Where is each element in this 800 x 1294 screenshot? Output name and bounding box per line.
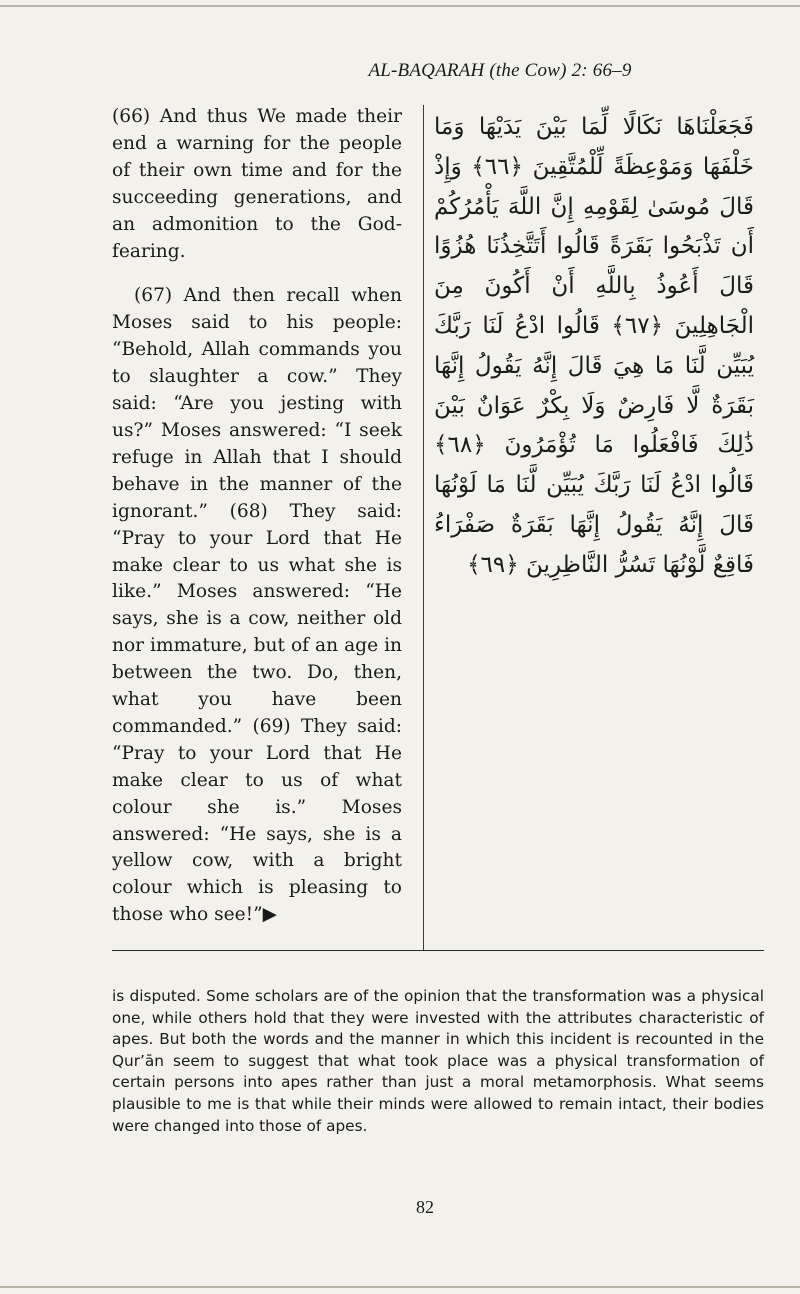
verse-67-69-paragraph bbox=[112, 283, 402, 929]
verse-66-text: (66) And thus We made their end a warning for the people of their own time and for the succeeding generations, and an admonition to the God-fearing. bbox=[112, 106, 402, 262]
arabic-column bbox=[434, 108, 754, 586]
translation-column bbox=[112, 104, 402, 929]
page-number: 82 bbox=[416, 1197, 434, 1217]
arabic-verses-text: فَجَعَلْنَاهَا نَكَالًا لِّمَا بَيْنَ يَدَيْهَا وَمَا خَلْفَهَا وَمَوْعِظَةً لِّلْمُتَّقِينَ ﴿٦٦﴾ وَإِذْ قَالَ مُوسَىٰ لِقَوْمِهِ إِنَّ اللَّهَ يَأْمُرُكُمْ أَن تَذْبَحُوا بَقَرَةً قَالُوا أَتَتَّخِذُنَا هُزُوًا قَالَ أَعُوذُ بِاللَّهِ أَنْ أَكُونَ مِنَ الْجَاهِلِينَ ﴿٦٧﴾ قَالُوا ادْعُ لَنَا رَبَّكَ يُبَيِّن لَّنَا مَا هِيَ قَالَ إِنَّهُ يَقُولُ إِنَّهَا بَقَرَةٌ لَّا فَارِضٌ وَلَا بِكْرٌ عَوَانٌ بَيْنَ ذَٰلِكَ فَافْعَلُوا مَا تُؤْمَرُونَ ﴿٦٨﴾ قَالُوا ادْعُ لَنَا رَبَّكَ يُبَيِّن لَّنَا مَا لَوْنُهَا قَالَ إِنَّهُ يَقُولُ إِنَّهَا بَقَرَةٌ صَفْرَاءُ فَاقِعٌ لَّوْنُهَا تَسُرُّ النَّاظِرِينَ ﴿٦٩﴾ bbox=[434, 114, 754, 578]
verse-67-69-text: (67) And then recall when Moses said to his people: “Behold, Allah commands you to slaughter a cow.” They said: “Are you jesting with us?” Moses answered: “I seek refuge in Allah that I should behave in the manner of the ignorant.” (68) They said: “Pray to your Lord that He make clear to us what she is like.” Moses answered: “He says, she is a cow, neither old nor immature, but of an age in between the two. Do, then, what you have been commanded.” (69) They said: “Pray to your Lord that He make clear to us of what colour she is.” Moses answered: “He says, she is a yellow cow, with a bright colour which is pleasing to those who see!” bbox=[112, 285, 402, 926]
top-edge-rule bbox=[0, 5, 800, 7]
footnote-separator bbox=[112, 950, 764, 951]
running-header: AL-BAQARAH (the Cow) 2: 66–9 bbox=[368, 60, 632, 81]
column-divider bbox=[423, 105, 424, 950]
continue-marker-icon: ▶ bbox=[262, 904, 277, 926]
bottom-edge-rule bbox=[0, 1286, 800, 1288]
footnote-text: is disputed. Some scholars are of the opinion that the transformation was a physical one, while others hold that they were invested with the attributes characteristic of apes. But both the words and the manner in which this incident is recounted in the Qur’ān seem to suggest that what took place was a physical transformation of certain persons into apes rather than just a moral metamorphosis. What seems plausible to me is that while their minds were allowed to remain intact, their bodies were changed into those of apes. bbox=[112, 987, 764, 1135]
footnote-block bbox=[112, 986, 764, 1137]
